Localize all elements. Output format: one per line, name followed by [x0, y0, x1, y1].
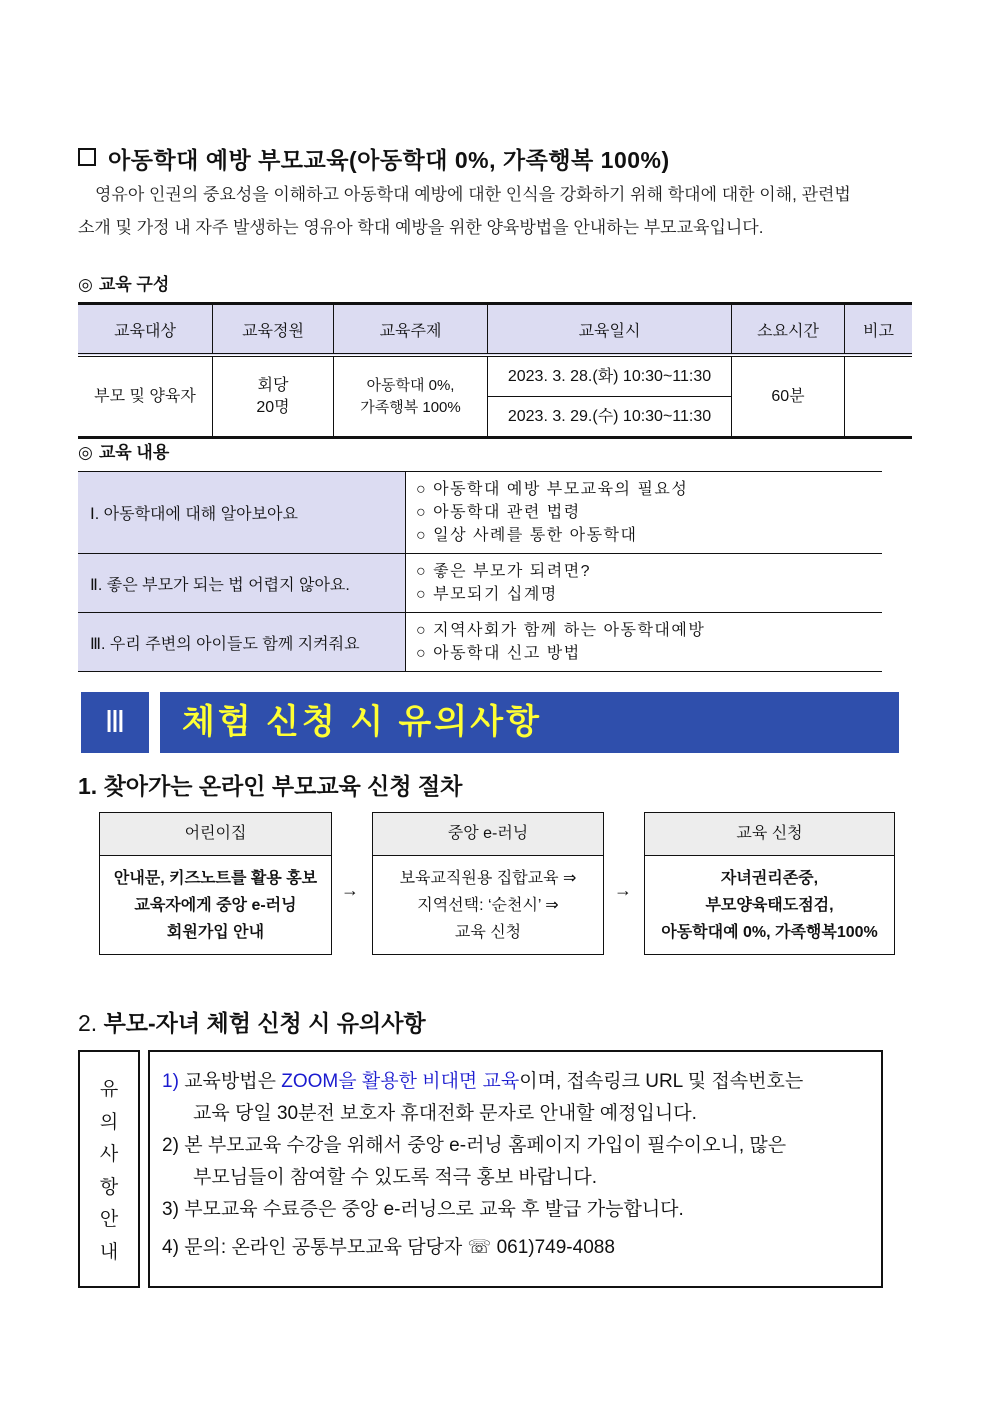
col-header-capacity: 교육정원: [213, 304, 334, 356]
item-text: 문의: 온라인 공통부모교육 담당자 ☏ 061)749-4088: [184, 1237, 615, 1258]
col-header-target: 교육대상: [78, 304, 213, 356]
content-row: [78, 613, 882, 672]
content-row-items: [406, 554, 883, 613]
content-heading: [78, 438, 169, 463]
topic-line-2: 가족행복 100%: [360, 398, 461, 416]
cell-duration: 60분: [732, 355, 845, 438]
content-row: [78, 554, 882, 613]
content-item: ○ 부모되기 십계명: [416, 586, 558, 603]
content-row-items: [406, 613, 883, 672]
flow-line: 교육 신청: [454, 924, 522, 941]
cell-topic: [334, 355, 488, 438]
composition-title: 교육 구성: [98, 275, 170, 294]
flow-step-header: 어린이집: [100, 813, 331, 856]
side-char: 내: [99, 1241, 119, 1263]
content-row-label: Ⅲ. 우리 주변의 아이들도 함께 지켜줘요: [78, 613, 406, 672]
side-char: 안: [99, 1209, 119, 1230]
flow-step-header: 중앙 e-러닝: [373, 813, 603, 856]
notice-title: [78, 1005, 426, 1038]
section-number-badge: Ⅲ: [81, 692, 149, 753]
content-item: ○ 아동학대 신고 방법: [416, 645, 581, 662]
section-banner-title: 체험 신청 시 유의사항: [160, 692, 899, 753]
col-header-datetime: 교육일시: [488, 304, 732, 356]
flow-line: 보육교직원용 집합교육 ⇒: [399, 870, 577, 887]
notice-item-2: [162, 1130, 881, 1162]
item-text: 이며, 접속링크 URL 및 접속번호는: [519, 1071, 804, 1092]
side-char: 유: [99, 1079, 119, 1100]
item-number: 1): [162, 1071, 179, 1092]
content-item: ○ 아동학대 관련 법령: [416, 504, 581, 521]
content-row: [78, 472, 882, 554]
item-text: 교육방법은: [184, 1071, 282, 1092]
double-circle-icon: ◎: [78, 443, 93, 462]
flow-line: 자녀권리존중,: [720, 870, 819, 887]
notice-item-1-cont: 교육 당일 30분전 보호자 휴대전화 문자로 안내할 예정입니다.: [193, 1103, 697, 1124]
item-number: 2): [162, 1135, 179, 1156]
flow-step-elearning: [372, 812, 604, 955]
item-text: 부모교육 수료증은 중앙 e-러닝으로 교육 후 발급 가능합니다.: [184, 1199, 684, 1220]
flow-step-body: [373, 856, 603, 946]
table-row: [78, 355, 912, 397]
intro-paragraph: [78, 178, 918, 244]
flow-line: 지역선택: ‘순천시’ ⇒: [417, 897, 559, 914]
cell-note: [845, 355, 913, 438]
cell-target: 부모 및 양육자: [78, 355, 213, 438]
cell-capacity: [213, 355, 334, 438]
item-highlight: ZOOM을 활용한 비대면 교육: [281, 1071, 520, 1092]
content-row-label: Ⅰ. 아동학대에 대해 알아보아요: [78, 472, 406, 554]
content-title: 교육 내용: [98, 443, 170, 462]
item-text: 본 부모교육 수강을 위해서 중앙 e-러닝 홈페이지 가입이 필수이오니, 많은: [184, 1135, 787, 1156]
flow-line: 안내문, 키즈노트를 활용 홍보: [113, 870, 318, 887]
checkbox-square-icon: [78, 148, 96, 166]
content-row-label: Ⅱ. 좋은 부모가 되는 법 어렵지 않아요.: [78, 554, 406, 613]
flow-line: 부모양육태도점검,: [705, 897, 834, 914]
col-header-topic: 교육주제: [334, 304, 488, 356]
content-table: [78, 471, 882, 672]
flow-step-body: [100, 856, 331, 946]
content-item: ○ 아동학대 예방 부모교육의 필요성: [416, 481, 689, 498]
notice-item-3: [162, 1194, 881, 1226]
content-row-items: [406, 472, 883, 554]
flow-line: 회원가입 안내: [166, 924, 265, 941]
flow-line: 교육자에게 중앙 e-러닝: [134, 897, 297, 914]
section-title-text: 아동학대 예방 부모교육(아동학대 0%, 가족행복 100%): [108, 147, 670, 173]
arrow-right-icon: →: [341, 880, 359, 900]
item-number: 4): [162, 1237, 179, 1258]
capacity-line-2: 20명: [256, 398, 290, 416]
double-circle-icon: ◎: [78, 275, 93, 294]
topic-line-1: 아동학대 0%,: [366, 376, 455, 394]
content-item: ○ 좋은 부모가 되려면?: [416, 563, 592, 580]
flow-step-apply: [644, 812, 895, 955]
notice-item-1: [162, 1066, 881, 1098]
flow-line: 아동학대예 0%, 가족행복100%: [661, 924, 878, 941]
cell-date-1: 2023. 3. 28.(화) 10:30~11:30: [488, 355, 732, 397]
composition-heading: [78, 270, 169, 295]
side-char: 항: [99, 1176, 119, 1198]
flow-step-header: 교육 신청: [645, 813, 894, 856]
notice-title-text: 부모-자녀 체험 신청 시 유의사항: [103, 1010, 426, 1036]
flow-step-body: [645, 856, 894, 946]
notice-title-number: 2.: [78, 1010, 98, 1036]
arrow-right-icon: →: [614, 880, 632, 900]
side-char: 사: [99, 1144, 119, 1165]
item-number: 3): [162, 1199, 179, 1220]
flow-step-daycare: [99, 812, 332, 955]
capacity-line-1: 회당: [257, 376, 289, 394]
cell-date-2: 2023. 3. 29.(수) 10:30~11:30: [488, 397, 732, 438]
notice-item-2-cont: 부모님들이 참여할 수 있도록 적극 홍보 바랍니다.: [193, 1167, 598, 1188]
side-char: 의: [99, 1111, 119, 1133]
notice-body: [148, 1050, 883, 1288]
notice-item-4: [162, 1232, 881, 1264]
notice-side-label: [78, 1050, 140, 1288]
section-title: [78, 142, 670, 175]
composition-table: [78, 302, 912, 439]
intro-line-2: 소개 및 가정 내 자주 발생하는 영유아 학대 예방을 위한 양육방법을 안내하는 부모교육입니다.: [78, 218, 764, 237]
content-item: ○ 지역사회가 함께 하는 아동학대예방: [416, 622, 706, 639]
col-header-duration: 소요시간: [732, 304, 845, 356]
col-header-note: 비고: [845, 304, 913, 356]
procedure-title: 1. 찾아가는 온라인 부모교육 신청 절차: [78, 773, 463, 799]
content-item: ○ 일상 사례를 통한 아동학대: [416, 527, 638, 544]
intro-line-1: 영유아 인권의 중요성을 이해하고 아동학대 예방에 대한 인식을 강화하기 위해 학대에 대한 이해, 관련법: [95, 185, 851, 204]
